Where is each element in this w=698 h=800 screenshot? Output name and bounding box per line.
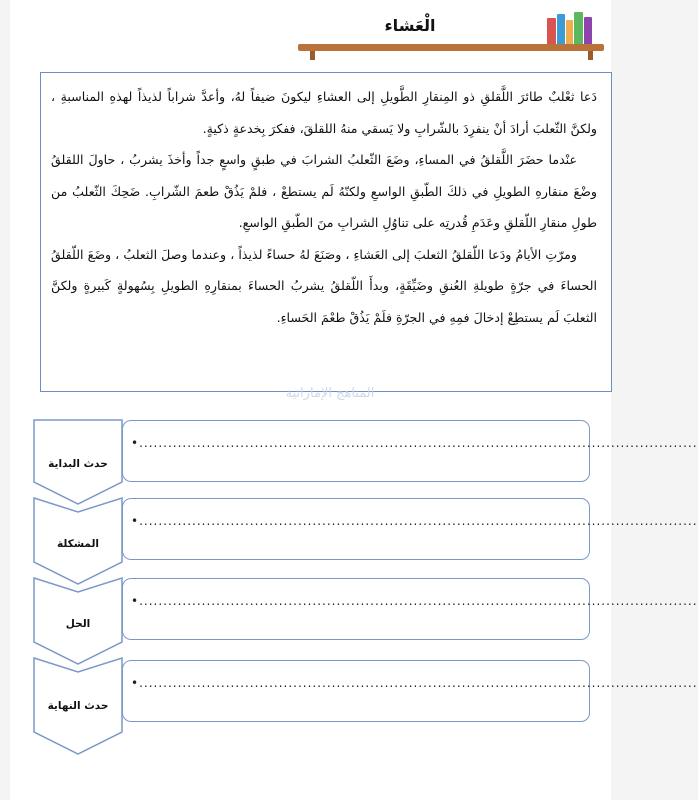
chevron-beginning xyxy=(32,418,124,506)
label-solution: الحل xyxy=(65,618,91,630)
label-beginning: حدث البداية xyxy=(48,458,108,470)
worksheet-page xyxy=(10,0,698,800)
shelf-bracket-right xyxy=(588,51,593,60)
watermark: المناهج الإماراتية xyxy=(285,386,375,401)
answer-box-solution[interactable] xyxy=(122,578,698,640)
label-problem: المشكلة xyxy=(56,538,100,550)
chevron-ending xyxy=(32,656,124,756)
answer-box-problem[interactable] xyxy=(122,498,698,560)
page-title: الْعَشاء xyxy=(384,16,436,35)
writing-line-ending[interactable]: •.................................................................................................................... xyxy=(131,676,698,690)
answer-box-ending[interactable] xyxy=(122,660,698,722)
story-paragraph-1: دَعا ثعْلبٌ طائرَ اللَّقلقِ ذو المِنقارِ الطَّويلِ إلى العشاءِ ليكونَ ضيفاً لهُ، وأعدَّ شراباً لذيذاً لهذهِ المناسبةِ ، ولكنَّ الثّعلبَ أرادَ أنْ ينفرِدَ بالشّرابِ ولا يَسقي منهُ اللقلقَ، ففكرَ بِخدعةٍ ذكيةٍ. xyxy=(51,89,597,136)
chevron-problem xyxy=(32,496,124,586)
story-paragraph-3: ومرّتِ الأيامُ ودَعا اللّقلقُ الثعلبَ إلى العَشاءِ ، وصَنَعَ لهُ حساءً لذيذاً ، وعندما وصلَ الثعلبُ ، وضَعَ اللّقلقُ الحساءَ في جرّةٍ طويلةِ العُنقِ وضَيِّقَةٍ، وبدأَ اللّقلقُ يشربُ الحساءَ بمنقارِهِ الطويلِ بِسُهولةٍ كَبيرةٍ ولكنَّ الثعلبَ لَم يستطِعْ إدخالَ فمِهِ في الجرّةِ فلَمْ يَذُقْ طعْمَ الحَساءِ. xyxy=(51,246,597,325)
story-paragraph-2: عنْدما حضَرَ اللَّقلقُ في المساءِ، وضَعَ الثّعلبُ الشرابَ في طبقٍ واسعٍ جداً وأخذَ يشربُ ، حاولَ اللقلقُ وضْعَ منقارهِ الطويلِ في ذلكَ الطّبقِ الواسعِ ولكنّهُ لَم يستطعْ ، فلمْ يَذُقْ طعمَ الشّرابِ. ضَحِكَ الثّعلبُ من طولِ منقارِ اللّقلقِ وعَدَمِ قُدرتِه على تناوُلِ الشرابِ منَ الطّبقِ الواسعِ. xyxy=(51,152,597,230)
writing-line-beginning[interactable]: •.................................................................................................................... xyxy=(131,436,698,450)
shelf-bracket-left xyxy=(310,51,315,60)
title-shelf xyxy=(298,44,604,51)
label-ending: حدث النهاية xyxy=(47,700,109,712)
writing-line-solution[interactable]: •.................................................................................................................... xyxy=(131,594,698,608)
writing-line-problem[interactable]: •.................................................................................................................... xyxy=(131,514,698,528)
chevron-solution xyxy=(32,576,124,666)
answer-box-beginning[interactable] xyxy=(122,420,698,482)
story-box xyxy=(40,72,612,392)
